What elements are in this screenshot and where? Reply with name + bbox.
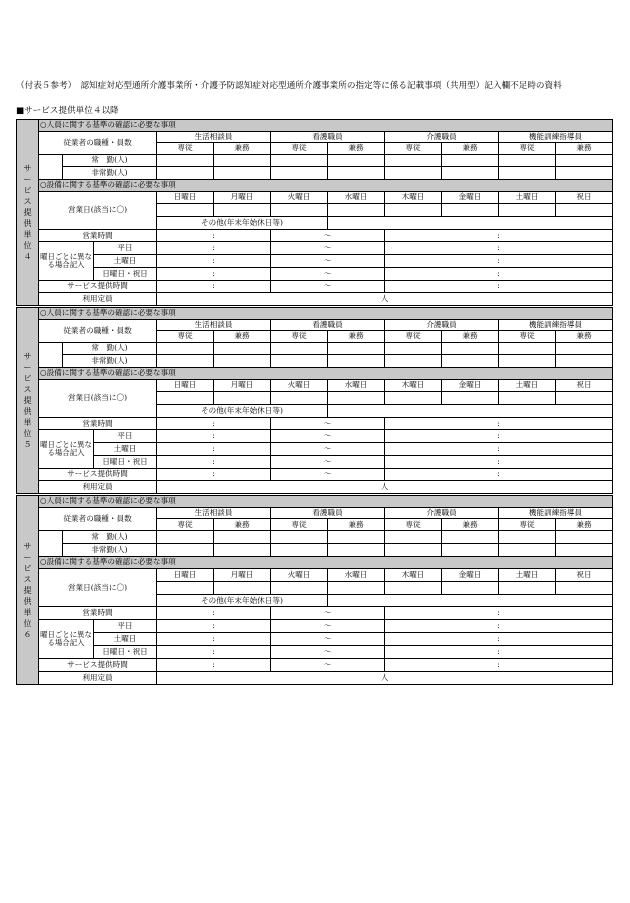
day-header: 祝日 [556,379,613,392]
tilde-separator: ～ [271,455,385,468]
other-days-label: その他(年末年始休日等) [157,217,328,230]
holiday-hours-start-input[interactable]: : [157,267,271,280]
joukin-label: 常 勤(人) [63,342,157,355]
staff-count-input[interactable] [271,531,328,544]
day-header: 日曜日 [157,568,214,581]
capacity-label: 利用定員 [39,672,157,685]
business-hours-start-input[interactable]: : [157,417,271,430]
business-hours-end-input[interactable]: : [385,607,613,620]
day-check-input[interactable] [328,204,385,217]
staff-count-input[interactable] [556,342,613,355]
staff-count-input[interactable] [385,342,442,355]
saturday-label: 土曜日 [94,255,157,268]
business-hours-start-input[interactable]: : [157,229,271,242]
day-header: 土曜日 [499,568,556,581]
part-role-header: 兼務 [328,331,385,343]
staff-count-input[interactable] [328,544,385,557]
business-hours-label: 営業時間 [39,417,157,430]
staff-count-input[interactable] [214,355,271,368]
tilde-separator: ～ [271,267,385,280]
staff-count-input[interactable] [328,531,385,544]
full-time-header: 専従 [157,519,214,531]
staff-count-input[interactable] [157,154,214,167]
service-hours-start-input[interactable]: : [157,280,271,293]
full-time-header: 専従 [271,143,328,155]
sun-holiday-label: 日曜日・祝日 [94,267,157,280]
staff-count-input[interactable] [499,531,556,544]
staff-count-input[interactable] [442,342,499,355]
saturday-hours-start-input[interactable]: : [157,255,271,268]
day-header: 祝日 [556,191,613,204]
full-time-header: 専従 [271,331,328,343]
job-header: 看護職員 [271,319,385,331]
joukin-label: 常 勤(人) [63,531,157,544]
section-subtitle: ■サービス提供単位４以降 [16,106,119,116]
staff-count-input[interactable] [385,355,442,368]
day-check-input[interactable] [556,392,613,405]
day-check-input[interactable] [442,581,499,594]
day-check-input[interactable] [271,581,328,594]
day-check-input[interactable] [214,392,271,405]
service-hours-start-input[interactable]: : [157,659,271,672]
service-hours-end-input[interactable]: : [385,659,613,672]
service-unit-table [16,307,613,494]
day-check-input[interactable] [271,392,328,405]
service-hours-start-input[interactable]: : [157,468,271,481]
part-role-header: 兼務 [442,331,499,343]
service-unit-label: サービス提供単位４ [17,120,39,306]
job-header: 介護職員 [385,507,499,519]
day-header: 月曜日 [214,568,271,581]
holiday-hours-start-input[interactable]: : [157,455,271,468]
staff-count-input[interactable] [271,167,328,180]
job-header: 生活相談員 [157,507,271,519]
staff-count-input[interactable] [556,355,613,368]
weekday-label: 平日 [94,620,157,633]
day-header: 火曜日 [271,379,328,392]
business-hours-label: 営業時間 [39,229,157,242]
saturday-hours-start-input[interactable]: : [157,443,271,456]
staff-section-header: ○人員に関する基準の確認に必要な事項 [39,496,613,508]
capacity-label: 利用定員 [39,481,157,494]
saturday-hours-end-input[interactable]: : [385,255,613,268]
service-unit-label: サービス提供単位６ [17,496,39,685]
part-role-header: 兼務 [214,331,271,343]
business-days-label: 営業日(該当に〇) [39,191,157,229]
sun-holiday-label: 日曜日・祝日 [94,455,157,468]
day-header: 土曜日 [499,379,556,392]
other-days-label: その他(年末年始休日等) [157,594,328,607]
facility-section-header: ○設備に関する基準の確認に必要な事項 [39,368,613,380]
day-header: 金曜日 [442,191,499,204]
staff-types-label: 従業者の職種・員数 [39,319,157,342]
service-hours-label: サービス提供時間 [39,468,157,481]
staff-count-input[interactable] [556,167,613,180]
service-unit-2 [16,307,613,494]
job-header: 介護職員 [385,319,499,331]
full-time-header: 専従 [271,519,328,531]
day-header: 日曜日 [157,191,214,204]
tilde-separator: ～ [271,242,385,255]
saturday-label: 土曜日 [94,443,157,456]
staff-count-input[interactable] [328,167,385,180]
part-role-header: 兼務 [328,143,385,155]
day-check-input[interactable] [385,204,442,217]
service-unit-3 [16,495,613,685]
staff-count-input[interactable] [328,154,385,167]
weekday-hours-end-input[interactable]: : [385,620,613,633]
full-time-header: 専従 [499,331,556,343]
business-days-label: 営業日(該当に〇) [39,568,157,607]
staff-count-input[interactable] [499,355,556,368]
staff-count-input[interactable] [157,531,214,544]
full-time-header: 専従 [385,331,442,343]
job-header: 機能訓練指導員 [499,319,613,331]
day-header: 水曜日 [328,379,385,392]
facility-section-header: ○設備に関する基準の確認に必要な事項 [39,180,613,192]
day-header: 水曜日 [328,191,385,204]
staff-section-header: ○人員に関する基準の確認に必要な事項 [39,120,613,132]
tilde-separator: ～ [271,659,385,672]
hijoukin-label: 非常勤(人) [63,544,157,557]
weekday-hours-end-input[interactable]: : [385,430,613,443]
staff-count-input[interactable] [328,355,385,368]
staff-count-input[interactable] [385,531,442,544]
service-unit-1 [16,119,613,306]
day-header: 火曜日 [271,568,328,581]
staff-count-input[interactable] [214,154,271,167]
staff-count-input[interactable] [157,342,214,355]
tilde-separator: ～ [271,443,385,456]
other-days-input[interactable] [328,405,613,418]
other-days-input[interactable] [328,217,613,230]
saturday-hours-end-input[interactable]: : [385,443,613,456]
day-check-input[interactable] [556,581,613,594]
full-time-header: 専従 [385,143,442,155]
day-header: 木曜日 [385,568,442,581]
staff-count-input[interactable] [499,544,556,557]
tilde-separator: ～ [271,417,385,430]
day-header: 日曜日 [157,379,214,392]
full-time-header: 専従 [157,143,214,155]
part-role-header: 兼務 [556,143,613,155]
tilde-separator: ～ [271,255,385,268]
day-header: 月曜日 [214,191,271,204]
day-check-input[interactable] [442,392,499,405]
day-check-input[interactable] [556,204,613,217]
part-role-header: 兼務 [442,143,499,155]
day-check-input[interactable] [271,204,328,217]
page-title: （付表５参考） 認知症対応型通所介護事業所・介護予防認知症対応型通所介護事業所の指定等に係る記載事項（共用型）記入欄不足時の資料 [16,81,562,91]
staff-count-input[interactable] [442,154,499,167]
staff-count-input[interactable] [157,355,214,368]
business-hours-end-input[interactable]: : [385,417,613,430]
staff-count-input[interactable] [442,531,499,544]
part-role-header: 兼務 [328,519,385,531]
capacity-input[interactable]: 人 [157,481,613,494]
staff-count-input[interactable] [328,342,385,355]
staff-count-input[interactable] [271,544,328,557]
holiday-hours-end-input[interactable]: : [385,646,613,659]
weekday-hours-start-input[interactable]: : [157,242,271,255]
day-header: 祝日 [556,568,613,581]
job-header: 看護職員 [271,131,385,143]
weekday-hours-start-input[interactable]: : [157,620,271,633]
business-hours-start-input[interactable]: : [157,607,271,620]
tilde-separator: ～ [271,620,385,633]
job-header: 看護職員 [271,507,385,519]
staff-count-input[interactable] [442,355,499,368]
service-hours-label: サービス提供時間 [39,280,157,293]
full-time-header: 専従 [499,143,556,155]
full-time-header: 専従 [385,519,442,531]
job-header: 生活相談員 [157,131,271,143]
saturday-hours-end-input[interactable]: : [385,633,613,646]
day-check-input[interactable] [499,392,556,405]
weekday-hours-end-input[interactable]: : [385,242,613,255]
staff-types-label: 従業者の職種・員数 [39,131,157,154]
staff-count-input[interactable] [499,167,556,180]
per-day-label: 曜日ごとに異なる場合記入 [39,242,94,280]
staff-count-input[interactable] [214,342,271,355]
staff-count-input[interactable] [385,544,442,557]
part-role-header: 兼務 [214,143,271,155]
tilde-separator: ～ [271,229,385,242]
business-hours-label: 営業時間 [39,607,157,620]
job-header: 機能訓練指導員 [499,131,613,143]
tilde-separator: ～ [271,280,385,293]
day-check-input[interactable] [385,392,442,405]
day-check-input[interactable] [214,204,271,217]
day-header: 木曜日 [385,379,442,392]
holiday-hours-start-input[interactable]: : [157,646,271,659]
day-header: 金曜日 [442,379,499,392]
service-unit-table [16,119,613,306]
part-role-header: 兼務 [556,331,613,343]
holiday-hours-end-input[interactable]: : [385,267,613,280]
weekday-label: 平日 [94,242,157,255]
tilde-separator: ～ [271,468,385,481]
capacity-input[interactable]: 人 [157,672,613,685]
staff-count-input[interactable] [214,167,271,180]
full-time-header: 専従 [499,519,556,531]
holiday-hours-end-input[interactable]: : [385,455,613,468]
day-check-input[interactable] [385,581,442,594]
day-header: 土曜日 [499,191,556,204]
day-header: 木曜日 [385,191,442,204]
day-check-input[interactable] [328,581,385,594]
staff-count-input[interactable] [442,544,499,557]
day-check-input[interactable] [499,581,556,594]
staff-count-input[interactable] [157,544,214,557]
job-header: 機能訓練指導員 [499,507,613,519]
day-check-input[interactable] [157,581,214,594]
service-unit-table [16,495,613,685]
day-check-input[interactable] [328,392,385,405]
day-check-input[interactable] [157,392,214,405]
day-header: 金曜日 [442,568,499,581]
day-check-input[interactable] [499,204,556,217]
staff-count-input[interactable] [556,544,613,557]
staff-count-input[interactable] [556,531,613,544]
saturday-hours-start-input[interactable]: : [157,633,271,646]
service-hours-end-input[interactable]: : [385,468,613,481]
staff-types-label: 従業者の職種・員数 [39,507,157,530]
day-header: 水曜日 [328,568,385,581]
hijoukin-label: 非常勤(人) [63,355,157,368]
staff-count-input[interactable] [499,342,556,355]
full-time-header: 専従 [157,331,214,343]
staff-count-input[interactable] [385,167,442,180]
sun-holiday-label: 日曜日・祝日 [94,646,157,659]
tilde-separator: ～ [271,646,385,659]
per-day-label: 曜日ごとに異なる場合記入 [39,430,94,468]
staff-count-input[interactable] [499,154,556,167]
part-role-header: 兼務 [556,519,613,531]
saturday-label: 土曜日 [94,633,157,646]
capacity-input[interactable]: 人 [157,293,613,306]
job-header: 生活相談員 [157,319,271,331]
staff-count-input[interactable] [442,167,499,180]
part-role-header: 兼務 [442,519,499,531]
tilde-separator: ～ [271,607,385,620]
tilde-separator: ～ [271,430,385,443]
weekday-hours-start-input[interactable]: : [157,430,271,443]
staff-count-input[interactable] [271,342,328,355]
staff-count-input[interactable] [385,154,442,167]
weekday-label: 平日 [94,430,157,443]
other-days-label: その他(年末年始休日等) [157,405,328,418]
day-header: 火曜日 [271,191,328,204]
job-header: 介護職員 [385,131,499,143]
staff-count-input[interactable] [214,544,271,557]
per-day-label: 曜日ごとに異なる場合記入 [39,620,94,659]
staff-count-input[interactable] [556,154,613,167]
other-days-input[interactable] [328,594,613,607]
service-hours-label: サービス提供時間 [39,659,157,672]
business-hours-end-input[interactable]: : [385,229,613,242]
staff-count-input[interactable] [214,531,271,544]
day-header: 月曜日 [214,379,271,392]
staff-section-header: ○人員に関する基準の確認に必要な事項 [39,308,613,320]
part-role-header: 兼務 [214,519,271,531]
staff-count-input[interactable] [271,154,328,167]
hijoukin-label: 非常勤(人) [63,167,157,180]
joukin-label: 常 勤(人) [63,154,157,167]
service-unit-label: サービス提供単位５ [17,308,39,494]
business-days-label: 営業日(該当に〇) [39,379,157,417]
tilde-separator: ～ [271,633,385,646]
service-hours-end-input[interactable]: : [385,280,613,293]
day-check-input[interactable] [214,581,271,594]
staff-count-input[interactable] [157,167,214,180]
capacity-label: 利用定員 [39,293,157,306]
facility-section-header: ○設備に関する基準の確認に必要な事項 [39,557,613,569]
staff-count-input[interactable] [271,355,328,368]
day-check-input[interactable] [442,204,499,217]
day-check-input[interactable] [157,204,214,217]
